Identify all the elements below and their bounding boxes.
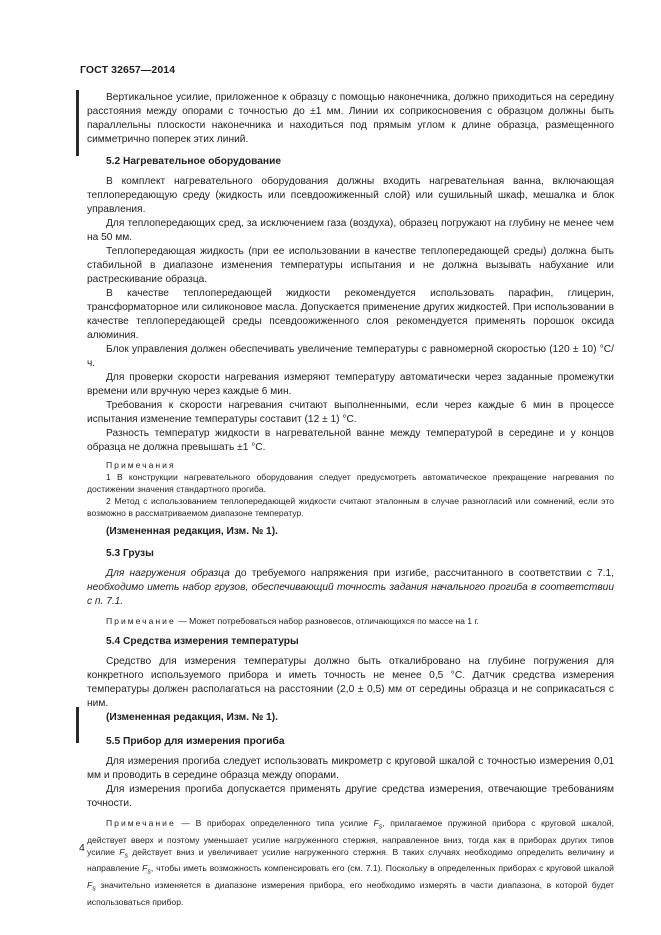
section-heading-5-4: 5.4 Средства измерения температуры: [106, 636, 299, 647]
note-text: значительно изменяется в диапазоне измерения прибора, его необходимо измерять в части диапазона, в которой будет использоваться прибор.: [87, 880, 614, 907]
note-text: действует вниз и увеличивает усилие нагруженного стержня. В таких случаях необходимо определить величину и направление: [87, 846, 614, 874]
paragraph: В комплект нагревательного оборудования должны входить нагревательная ванна, включающая теплопередающую среду (жидкость или псевдоожиженный слой) или сушильный шкаф, мешалка и блок управления.: [87, 176, 614, 215]
paragraph: Для измерения прогиба допускается применять другие средства измерения, отвечающие требованиям точности.: [87, 784, 614, 809]
note-text: — В приборах определенного типа усилие: [175, 818, 374, 828]
note-label: Примечание: [106, 818, 176, 828]
italic-text: необходимо иметь набор грузов, обеспечивающий точность задания начального прогиба в соответствии с п. 7.1.: [87, 582, 614, 607]
change-bar: [76, 90, 79, 156]
text: до требуемого напряжения при изгибе, рассчитанного в соответствии с 7.1,: [229, 568, 614, 579]
section-heading-5-2: 5.2 Нагревательное оборудование: [106, 156, 282, 167]
page-number: 4: [79, 842, 85, 854]
note: [87, 615, 614, 627]
paragraph: Теплопередающая жидкость (при ее использовании в качестве теплопередающей среды) должна быть стабильной в диапазоне изменения температуры испытания и не должна вызывать набухание или растрескивание образца.: [87, 246, 614, 285]
italic-text: Для нагружения образца: [106, 568, 230, 579]
intro-paragraph: Вертикальное усилие, приложенное к образцу с помощью наконечника, должно приходиться на середину расстояния между опорами с точностью до ±1 мм. Линии их соприкосновения с образцом должны быть параллельны плоскости наконечника и находиться под прямым углом к длине образца, размещенного симметрично поперек этих линий.: [87, 92, 614, 145]
paragraph: Требования к скорости нагревания считают выполненными, если через каждые 6 мин в процессе испытания изменение температуры составит (12 ± 1) °С.: [87, 400, 614, 425]
notes-title: Примечания: [106, 460, 176, 470]
paragraph: Для измерения прогиба следует использовать микрометр с круговой шкалой с точностью измерения 0,01 мм и проводить в середине образца между опорами.: [87, 756, 614, 781]
paragraph: Средство для измерения температуры должно быть откалибровано на глубине погружения для конкретного используемого прибора и иметь точность не менее 0,5 °С. Датчик средства измерения температуры должен располагаться на расстоянии (2,0 ± 0,5) мм от середины образца и не соприкасаться с ним.: [87, 656, 614, 709]
symbol-subscript: s: [92, 885, 96, 893]
note: [87, 817, 614, 908]
paragraph: Для проверки скорости нагревания измеряют температуру автоматически через заданные промежутки времени или вручную через каждые 6 мин.: [87, 372, 614, 397]
note: 2 Метод с использованием теплопередающей жидкости считают эталонным в случае разногласий или сомнений, если это возможно в рассматриваемом диапазоне температур.: [87, 496, 614, 518]
symbol-subscript: s: [378, 823, 383, 831]
symbol: F: [119, 846, 125, 857]
change-bar: [76, 707, 79, 743]
document-header: ГОСТ 32657—2014: [80, 64, 176, 76]
section-heading-5-5: 5.5 Прибор для измерения прогиба: [106, 736, 285, 747]
symbol: F: [142, 863, 148, 874]
note: 1 В конструкции нагревательного оборудования следует предусмотреть автоматическое прекращение нагревания по достижении значения стандартного прогиба.: [87, 472, 614, 494]
paragraph: В качестве теплопередающей жидкости рекомендуется использовать парафин, глицерин, трансформаторное или силиконовое масла. Допускается применение других жидкостей. При использовании в качестве теплопередающей среды псевдоожиженного слоя рекомендуется применять порошок оксида алюминия.: [87, 288, 614, 341]
paragraph: Блок управления должен обеспечивать увеличение температуры с равномерной скоростью (120 ± 10) °С/ч.: [87, 344, 614, 369]
amendment-note: (Измененная редакция, Изм. № 1).: [106, 712, 278, 723]
symbol: F: [87, 880, 93, 891]
note-text: , чтобы иметь возможность компенсировать его (см. 7.1). Поскольку в определенных приборах с круговой шкалой: [150, 863, 614, 874]
section-heading-5-3: 5.3 Грузы: [106, 548, 154, 559]
paragraph: [87, 567, 614, 609]
paragraph: Для теплопередающих сред, за исключением газа (воздуха), образец погружают на глубину не менее чем на 50 мм.: [87, 218, 614, 243]
symbol: F: [373, 818, 379, 828]
note-text: — Может потребоваться набор разновесов, отличающихся по массе на 1 г.: [175, 616, 479, 626]
symbol-subscript: s: [124, 852, 128, 860]
page-body: [87, 91, 614, 908]
note-text: , прилагаемое пружиной прибора с круговой шкалой, действует вверх и поэтому уменьшает усилие нагруженного стержня, направленное вниз, тогда как в приборах других типов усилие: [87, 818, 614, 857]
paragraph: Разность температур жидкости в нагревательной ванне между температурой в середине и у концов образца не должна превышать ±1 °С.: [87, 428, 614, 453]
note-label: Примечание: [106, 616, 176, 626]
amendment-note: (Измененная редакция, Изм. № 1).: [106, 526, 278, 537]
symbol-subscript: s: [147, 869, 151, 877]
